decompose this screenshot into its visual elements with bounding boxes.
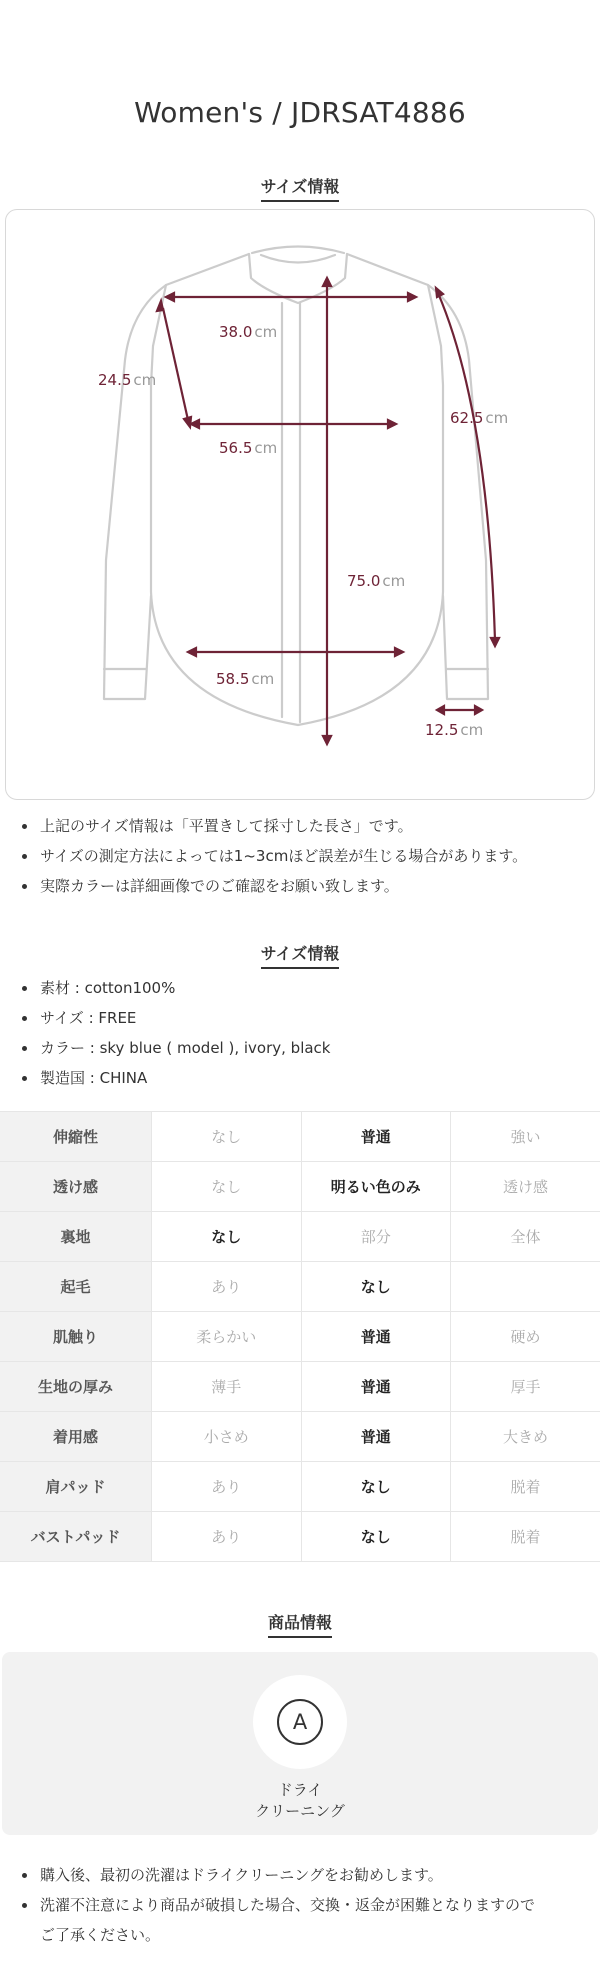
attribute-option: なし	[152, 1112, 302, 1162]
list-item: 素材 : cotton100%	[40, 973, 331, 1003]
shirt-outline-icon	[6, 210, 594, 799]
care-label-line1: ドライ	[277, 1781, 323, 1799]
attribute-label: バストパッド	[0, 1512, 152, 1562]
care-instructions-panel	[2, 1652, 598, 1835]
table-row	[0, 1162, 600, 1212]
attribute-option: 普通	[301, 1112, 451, 1162]
product-title: Women's / JDRSAT4886	[134, 96, 466, 129]
attribute-option: 硬め	[451, 1312, 600, 1362]
table-row	[0, 1262, 600, 1312]
table-row	[0, 1312, 600, 1362]
table-row	[0, 1112, 600, 1162]
chest-measurement: 56.5 cm	[219, 439, 278, 457]
attribute-option: あり	[152, 1462, 302, 1512]
armhole-measurement: 24.5 cm	[98, 371, 157, 389]
shoulder-measurement: 38.0 cm	[219, 323, 278, 341]
list-item: 実際カラーは詳細画像でのご確認をお願い致します。	[40, 871, 527, 901]
dry-clean-icon: A	[277, 1699, 323, 1745]
hem-measurement: 58.5 cm	[216, 670, 275, 688]
attribute-option: 全体	[451, 1212, 600, 1262]
list-item: サイズの測定方法によっては1~3cmほど誤差が生じる場合があります。	[40, 841, 527, 871]
list-item: 製造国 : CHINA	[40, 1063, 331, 1093]
list-item: カラー : sky blue ( model ), ivory, black	[40, 1033, 331, 1063]
table-row	[0, 1412, 600, 1462]
attribute-label: 起毛	[0, 1262, 152, 1312]
size-info-heading: サイズ情報	[0, 174, 600, 202]
attribute-option: なし	[301, 1462, 451, 1512]
attribute-option: あり	[152, 1262, 302, 1312]
list-item: 洗濯不注意により商品が破損した場合、交換・返金が困難となりますので	[40, 1890, 535, 1920]
attribute-option: なし	[301, 1262, 451, 1312]
attribute-label: 生地の厚み	[0, 1362, 152, 1412]
attribute-option: 大きめ	[451, 1412, 600, 1462]
attribute-option: なし	[152, 1212, 302, 1262]
attribute-option: 強い	[451, 1112, 600, 1162]
attribute-option: 明るい色のみ	[301, 1162, 451, 1212]
attribute-option: 脱着	[451, 1512, 600, 1562]
table-row	[0, 1212, 600, 1262]
attribute-option: 普通	[301, 1312, 451, 1362]
attribute-option: なし	[301, 1512, 451, 1562]
attribute-option	[451, 1262, 600, 1312]
attribute-option: 透け感	[451, 1162, 600, 1212]
table-row	[0, 1512, 600, 1562]
attribute-option: 厚手	[451, 1362, 600, 1412]
attribute-option: 小さめ	[152, 1412, 302, 1462]
table-row	[0, 1462, 600, 1512]
spec-heading: サイズ情報	[0, 941, 600, 969]
attribute-option: 薄手	[152, 1362, 302, 1412]
care-notes-list	[0, 1860, 535, 1950]
attribute-label: 裏地	[0, 1212, 152, 1262]
attribute-option: 普通	[301, 1362, 451, 1412]
attribute-option: なし	[152, 1162, 302, 1212]
table-row	[0, 1362, 600, 1412]
length-measurement: 75.0 cm	[347, 572, 406, 590]
attribute-option: あり	[152, 1512, 302, 1562]
list-item-continuation: ご了承ください。	[40, 1926, 161, 1944]
care-symbol-badge	[253, 1675, 347, 1769]
attribute-option: 普通	[301, 1412, 451, 1462]
product-info-heading: 商品情報	[0, 1610, 600, 1638]
fabric-attributes-table	[0, 1111, 600, 1562]
attribute-label: 肌触り	[0, 1312, 152, 1362]
spec-list	[0, 973, 331, 1093]
cuff-measurement: 12.5 cm	[425, 721, 484, 739]
size-diagram	[5, 209, 595, 800]
attribute-label: 透け感	[0, 1162, 152, 1212]
attribute-label: 伸縮性	[0, 1112, 152, 1162]
list-item: 上記のサイズ情報は「平置きして採寸した長さ」です。	[40, 811, 527, 841]
attribute-label: 肩パッド	[0, 1462, 152, 1512]
care-label-line2: クリーニング	[255, 1802, 345, 1820]
list-item: 購入後、最初の洗濯はドライクリーニングをお勧めします。	[40, 1860, 535, 1890]
attribute-label: 着用感	[0, 1412, 152, 1462]
attribute-option: 部分	[301, 1212, 451, 1262]
sleeve-measurement: 62.5 cm	[450, 409, 509, 427]
attribute-option: 柔らかい	[152, 1312, 302, 1362]
size-notes-list	[0, 811, 527, 901]
attribute-option: 脱着	[451, 1462, 600, 1512]
list-item: サイズ : FREE	[40, 1003, 331, 1033]
